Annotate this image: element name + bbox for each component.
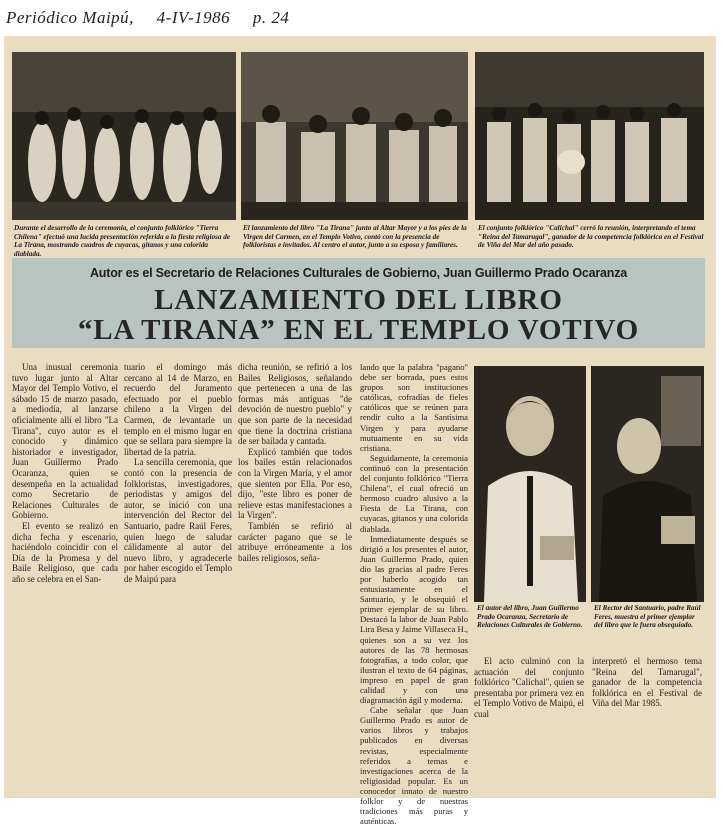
paragraph: La sencilla ceremonia, que contó con la presencia de folkloristas, investigadores, periodistas y amigos del autor, se inició con una intervención del Rector del Santuario, padre Raúl Feres, quien luego de saludar cálidamente al autor del nuevo libro, y agradecerle por haber escogido el Templo de Maipú para <box>124 457 232 584</box>
caption-author: El autor del libro, Juan Guillermo Prado Ocaranza, Secretario de Relaciones Culturales de Gobierno. <box>477 604 583 630</box>
paragraph: Seguidamente, la ceremonia continuó con la presentación del conjunto folklórico "Tierra Chilena", el cual ofreció un hermoso cuadro alusivo a la Fiesta de La Tirana, con cuyacas, gitanos y una colorida diablada. <box>360 452 468 534</box>
handwritten-page: p. 24 <box>252 8 290 27</box>
headline-band <box>12 258 705 348</box>
paragraph: lando que la palabra "pagano" debe ser borrada, pues estos grupos son instituciones católicas, cofradías de fieles católicos que se reúnen para rendir culto a la Santísima Virgen y para ayudarse mutuamente en su vida cristiana. <box>360 362 468 453</box>
article-column-6 <box>592 656 702 709</box>
article-column-4 <box>360 362 468 826</box>
article-column-2 <box>124 362 232 584</box>
paragraph: interpretó el hermoso tema "Reina del Tamarugal", ganador de la competencia folklórica en el Festival de Viña del Mar 1985. <box>592 656 702 709</box>
paragraph: El acto culminó con la actuación del conjunto folklórico "Calichal", quien se presentaba por primera vez en el Templo Votivo de Maipú, el cual <box>474 656 584 719</box>
paragraph: Explicó también que todos los bailes están relacionados con la Virgen María, y el amor que sienten por Ella. Por eso, dijo, "este libro es poner de relieve estas manifestaciones a la Virgen". <box>238 446 352 521</box>
paragraph: Inmediatamente después se dirigió a los presentes el autor, Juan Guillermo Prado, quien dio las gracias al padre Feres por haberlo acogido tan entusiastamente en el Santuario, y le obsequió el primer ejemplar de su libro. Destacó la labor de Juan Pablo Lira Besa y Jaime Villaseca H., quienes son a su vez los autores de las 78 hermosas fotografías, a todo color, que ilustran el texto de 64 páginas, impreso en papel de gran calidad y con una diagramación ágil y moderna. <box>360 533 468 706</box>
paragraph: El evento se realizó en dicha fecha y escenario, haciéndolo coincidir con el Día de la Promesa y del Baile Religioso, que cada año se celebra en el San- <box>12 520 118 584</box>
photo-author <box>474 366 586 602</box>
caption-calichal: El conjunto folklórico "Calichal" cerró la reunión, interpretando el tema "Reina del Tamarugal", ganador de la competencia folklórica en el Festival de Viña del Mar del año pasado. <box>478 224 704 250</box>
handwritten-date: 4-IV-1986 <box>156 8 231 27</box>
paragraph: dicha reunión, se refirió a los Bailes Religiosos, señalando que pertenecen a una de las formas más antiguas "de devoción de nuestro pueblo" y que son parte de la necesidad que tiene la doctrina cristiana de ser bailada y cantada. <box>238 362 352 447</box>
caption-rector: El Rector del Santuario, padre Raúl Feres, muestra el primer ejemplar del libro que le fuera obsequiado. <box>594 604 701 630</box>
caption-book-launch: El lanzamiento del libro "La Tirana" junto al Altar Mayor y a los pies de la Virgen del Carmen, en el Templo Votivo, contó con la presencia de folkloristas e invitados. Al centro el autor, junto a su esposa y familiares. <box>243 224 467 250</box>
caption-dancers: Durante el desarrollo de la ceremonia, el conjunto folklórico "Tierra Chilena" efectuó una lucida presentación referida a la fiesta religiosa de La Tirana, mostrando cuadros de cuyacas, gitanos y una colorida diablada. <box>14 224 231 258</box>
article-column-5 <box>474 656 584 720</box>
photo-book-launch <box>241 52 468 220</box>
kicker: Autor es el Secretario de Relaciones Culturales de Gobierno, Juan Guillermo Prado Ocaranza <box>89 266 628 280</box>
paragraph: Una inusual ceremonia tuvo lugar junto al Altar Mayor del Templo Votivo, el sábado 15 de marzo pasado, a mediodía, al lanzarse oficialmente allí el libro "La Tirana", cuyo autor es el conocido y dinámico historiador e investigador, Juan Guillermo Prado Ocaranza, quien se desempeña en la actualidad como Secretario de Relaciones Culturales de Gobierno. <box>12 362 118 521</box>
paragraph: Cabe señalar que Juan Guillermo Prado es autor de varios libros y trabajos publicados en diversas revistas, especialmente referidos a temas e investigaciones acerca de la religiosidad popular. Es un conocedor innato de nuestro folklor y de nuestras tradiciones más puras y auténticas. <box>360 705 468 826</box>
article-column-1 <box>12 362 118 584</box>
paragraph: También se refirió al carácter pagano que se le atribuye erróneamente a los bailes religiosos, seña- <box>238 520 352 563</box>
photo-calichal-group <box>475 52 704 220</box>
headline-line-1: LANZAMIENTO DEL LIBRO <box>154 284 563 316</box>
headline-line-2: “LA TIRANA” EN EL TEMPLO VOTIVO <box>77 314 640 346</box>
photo-dancers <box>12 52 236 220</box>
paragraph: tuario el domingo más cercano al 14 de Marzo, en recuerdo del Juramento efectuado por el pueblo chileno a la Virgen del Carmen, de levantarle un templo en el mismo lugar en que se sellara para siempre la libertad de la patria. <box>124 362 232 457</box>
article-column-3 <box>238 362 352 563</box>
handwritten-source: Periódico Maipú, <box>6 8 134 27</box>
photo-rector <box>591 366 704 602</box>
handwritten-annotation <box>6 8 307 28</box>
